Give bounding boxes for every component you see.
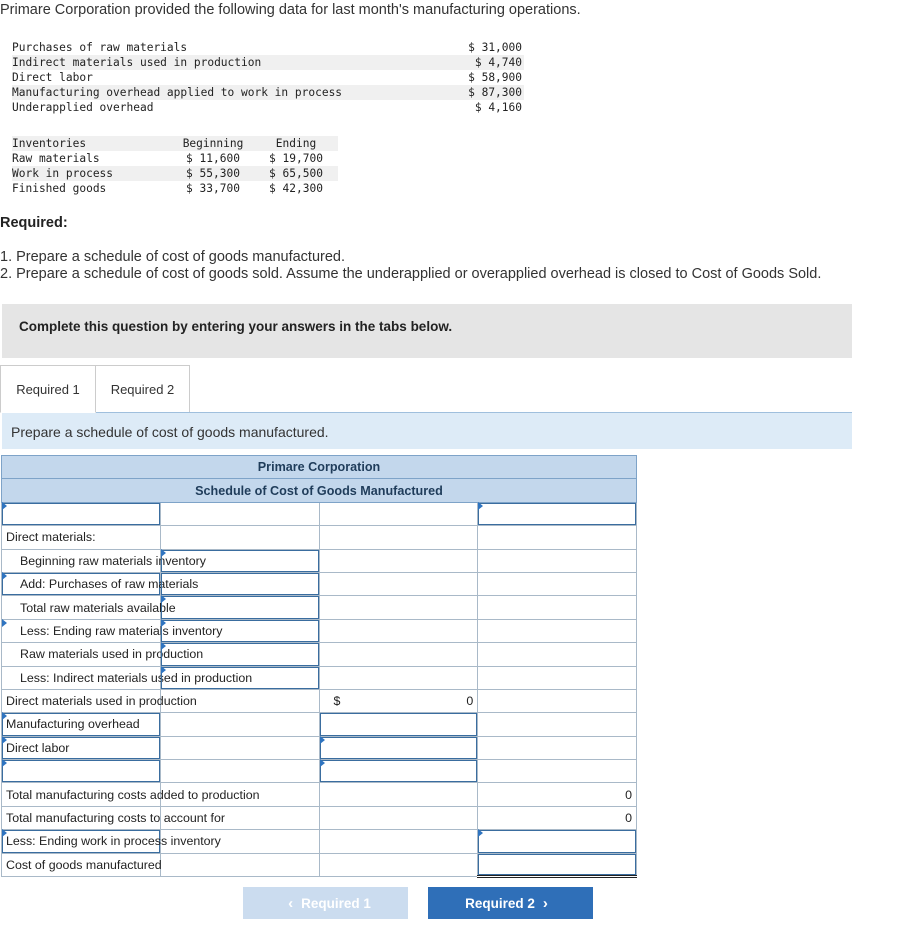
table-row: [2, 806, 637, 829]
required-item: 2. Prepare a schedule of cost of goods sold. Assume the underapplied or overapplied overhead is closed to Cost of Goods Sold.: [0, 266, 822, 282]
row-label-select[interactable]: Less: Ending raw materials inventory: [2, 619, 161, 642]
inventories-header: Inventories Beginning Ending: [12, 136, 338, 151]
given-row: Manufacturing overhead applied to work in process $ 87,300: [12, 86, 522, 99]
chevron-left-icon: ‹: [288, 894, 294, 912]
table-row: [2, 596, 637, 619]
row-label-select[interactable]: Less: Ending work in process inventory: [2, 830, 161, 853]
table-row: [2, 643, 637, 666]
table-row: [2, 619, 637, 642]
tab-instruction: Prepare a schedule of cost of goods manufactured.: [2, 413, 852, 449]
table-row: [2, 713, 637, 736]
table-row: [2, 666, 637, 689]
inventory-row: Work in process $ 55,300 $ 65,500: [12, 166, 338, 181]
given-data-table: [12, 40, 524, 115]
row-label: Total manufacturing costs to account for: [2, 806, 161, 829]
computed-value: 0: [466, 694, 474, 709]
inventory-row: Raw materials $ 11,600 $ 19,700: [12, 152, 323, 165]
amount-input[interactable]: [160, 619, 319, 642]
schedule-company: Primare Corporation: [2, 456, 637, 479]
row-label-select[interactable]: Add: Purchases of raw materials: [2, 572, 161, 595]
instructions-banner: Complete this question by entering your answers in the tabs below.: [2, 304, 852, 358]
prev-button-label: Required 1: [301, 895, 371, 911]
amount-input[interactable]: [319, 713, 478, 736]
amount-input[interactable]: [160, 666, 319, 689]
chevron-right-icon: ›: [542, 894, 548, 912]
label-input[interactable]: [2, 760, 161, 783]
row-label-select[interactable]: Direct labor: [2, 736, 161, 759]
next-button[interactable]: [428, 887, 593, 919]
row-label: Total manufacturing costs added to production: [2, 783, 161, 806]
computed-value: 0: [478, 806, 637, 829]
row-label: Cost of goods manufactured: [2, 853, 161, 876]
row-label: Total raw materials available: [2, 596, 161, 619]
amount-input[interactable]: [160, 596, 319, 619]
amount-input[interactable]: [160, 549, 319, 572]
dollar-sign: $: [333, 694, 341, 709]
amount-input[interactable]: [319, 760, 478, 783]
amount-input[interactable]: [478, 502, 637, 525]
tab-bar: [0, 365, 190, 413]
dm-used-total: [319, 689, 478, 712]
amount-input[interactable]: [478, 830, 637, 853]
computed-value: 0: [478, 783, 637, 806]
table-row: [2, 853, 637, 876]
required-item: 1. Prepare a schedule of cost of goods manufactured.: [0, 249, 345, 265]
schedule-title-row: [2, 479, 637, 502]
label-input[interactable]: [2, 502, 161, 525]
amount-input[interactable]: [319, 736, 478, 759]
row-label: Raw materials used in production: [2, 643, 161, 666]
table-row: [2, 502, 637, 525]
required-heading: Required:: [0, 215, 68, 231]
table-row: [2, 783, 637, 806]
given-row: Underapplied overhead $ 4,160: [12, 101, 522, 114]
amount-input[interactable]: [160, 643, 319, 666]
next-button-label: Required 2: [465, 895, 535, 911]
row-label-select[interactable]: Manufacturing overhead: [2, 713, 161, 736]
table-row: [2, 830, 637, 853]
given-row: Purchases of raw materials $ 31,000: [12, 41, 522, 54]
row-label: Direct materials used in production: [2, 689, 161, 712]
required-list: [0, 249, 821, 283]
table-row: [2, 689, 637, 712]
cogm-schedule-table: [1, 455, 637, 878]
table-row: [2, 736, 637, 759]
amount-input[interactable]: [160, 572, 319, 595]
table-row: [2, 526, 637, 549]
schedule-company-row: [2, 456, 637, 479]
row-label: Beginning raw materials inventory: [2, 549, 161, 572]
tab-required-1[interactable]: Required 1: [0, 365, 96, 413]
given-row: Direct labor $ 58,900: [12, 71, 522, 84]
row-label: Direct materials:: [2, 526, 161, 549]
inventory-row: Finished goods $ 33,700 $ 42,300: [12, 182, 323, 195]
row-label: Less: Indirect materials used in production: [2, 666, 161, 689]
tab-required-2[interactable]: Required 2: [96, 365, 190, 413]
problem-intro: Primare Corporation provided the following data for last month's manufacturing operations.: [0, 2, 581, 18]
given-row: Indirect materials used in production $ 4,740: [12, 56, 522, 69]
prev-button[interactable]: [243, 887, 408, 919]
amount-input[interactable]: [478, 853, 637, 876]
inventories-table: [12, 136, 338, 196]
table-row: [2, 549, 637, 572]
table-row: [2, 760, 637, 783]
table-row: [2, 572, 637, 595]
schedule-title: Schedule of Cost of Goods Manufactured: [2, 479, 637, 502]
